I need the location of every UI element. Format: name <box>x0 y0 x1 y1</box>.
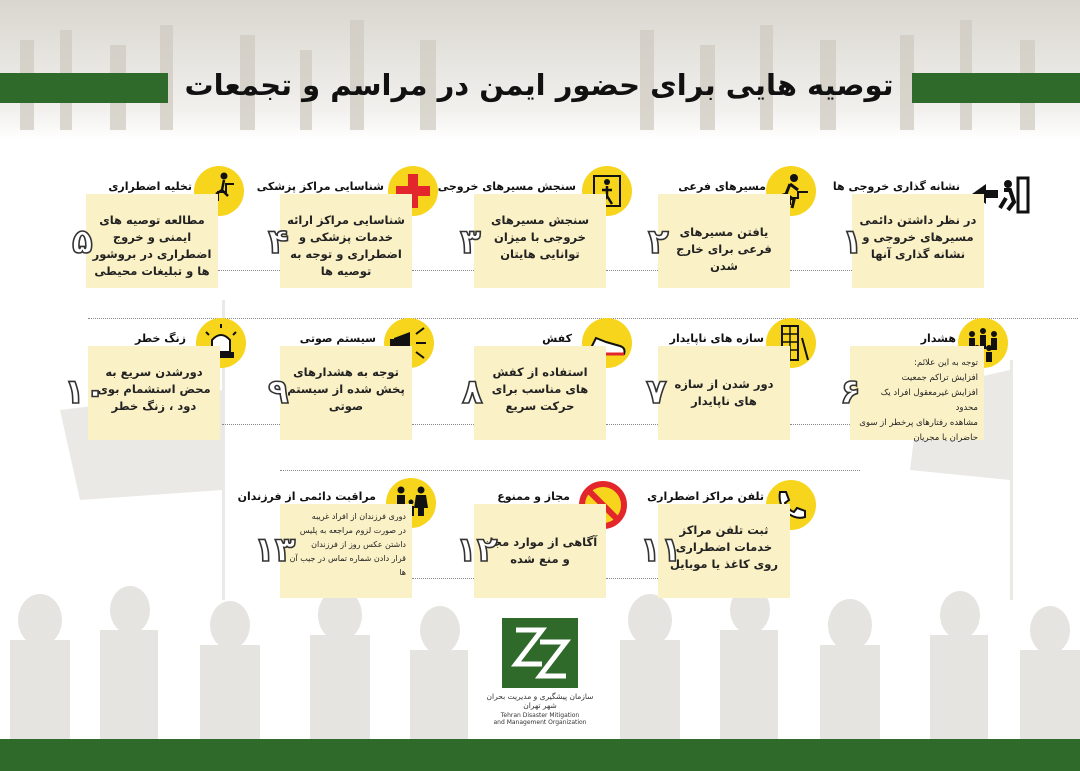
tip-label: تلفن مراکز اضطراری <box>647 490 764 503</box>
tip-number: ۴ <box>268 222 289 262</box>
logo-english-line-1: Tehran Disaster Mitigation <box>500 712 580 719</box>
list-item: قرار دادن شماره تماس در جیب آن ها <box>289 554 406 577</box>
list-item: مشاهده رفتارهای پرخطر از سوی حاضران یا مجریان <box>859 418 978 443</box>
tip-text: دور شدن از سازه های ناپایدار <box>674 377 774 408</box>
tip-label: مراقبت دائمی از فرزندان <box>237 490 376 503</box>
tip-number: ۷ <box>646 372 667 412</box>
logo-english-line-2: and Management Organization <box>493 719 587 726</box>
tip-card-box <box>86 194 218 288</box>
tip-number: ۱۳ <box>254 530 296 570</box>
tip-label: مسیرهای فرعی <box>678 180 766 193</box>
tip-list <box>286 510 406 580</box>
list-item: افزایش تراکم جمعیت <box>901 373 978 383</box>
tip-label: زنگ خطر <box>134 332 186 345</box>
connector <box>412 578 474 579</box>
tip-label: سازه های ناپایدار <box>669 332 764 345</box>
tip-list-intro: توجه به این علائم: <box>914 358 978 368</box>
tip-card-box <box>280 504 412 598</box>
connector <box>412 424 474 425</box>
tip-text: شناسایی مراکز ارائه خدمات پزشکی و اضطراری و توجه به توصیه ها <box>287 213 405 278</box>
logo-mark-icon <box>502 618 578 688</box>
tip-text: در نظر داشتن دائمی مسیرهای خروجی و نشانه گذاری آنها <box>859 213 977 261</box>
list-item: داشتن عکس روز از فرزندان <box>311 540 406 549</box>
header-bar-right <box>912 73 1080 103</box>
list-item: افزایش غیرمعقول افراد یک محدود <box>880 388 978 413</box>
connector <box>790 270 852 271</box>
tip-label: تخلیه اضطراری <box>108 180 192 193</box>
tip-list <box>856 356 978 446</box>
logo-english-name <box>480 712 600 726</box>
footer-bar <box>0 739 1080 771</box>
tip-label: هشدار <box>920 332 956 345</box>
tip-number: ۸ <box>462 372 483 412</box>
tip-number: ۳ <box>460 222 481 262</box>
connector <box>606 424 658 425</box>
tip-card-box <box>280 194 412 288</box>
tip-text: دورشدن سریع به محض استشمام بوی دود ، زنگ خطر <box>97 365 211 413</box>
tip-label: شناسایی مراکز پزشکی <box>256 180 384 193</box>
tip-card-box <box>280 346 412 440</box>
organization-logo <box>502 618 578 688</box>
tip-text: یافتن مسیرهای فرعی برای خارج شدن <box>676 225 772 273</box>
connector <box>412 270 474 271</box>
tip-text: ثبت تلفن مراکز خدمات اضطراری روی کاغذ یا موبایل <box>669 523 778 571</box>
tip-card-box <box>658 194 790 288</box>
list-item: دوری فرزندان از افراد غریبه <box>311 512 406 521</box>
tip-card-box <box>658 346 790 440</box>
tip-card-box <box>850 346 984 443</box>
tip-card-box <box>474 346 606 440</box>
tip-number: ۱۱ <box>640 530 682 570</box>
tip-text: استفاده از کفش های مناسب برای حرکت سریع <box>491 365 589 413</box>
tip-label: مجاز و ممنوع <box>497 490 570 503</box>
page-title: توصیه هایی برای حضور ایمن در مراسم و تجمعات <box>184 68 894 102</box>
tip-label: نشانه گذاری خروجی ها <box>832 180 960 193</box>
tip-number: ۲ <box>648 222 669 262</box>
tip-card-box <box>474 194 606 288</box>
tip-text: مطالعه توصیه های ایمنی و خروج اضطراری در بروشور ها و تبلیغات محیطی <box>92 213 212 278</box>
list-item: در صورت لزوم مراجعه به پلیس <box>299 526 406 535</box>
tip-number: ۶ <box>840 372 861 412</box>
tip-number: ۱۰ <box>64 372 106 412</box>
tip-number: ۹ <box>268 372 289 412</box>
connector <box>606 578 658 579</box>
tip-text: آگاهی از موارد مجاز و منع شده <box>482 535 598 566</box>
connector <box>606 270 658 271</box>
tip-number: ۵ <box>72 222 93 262</box>
logo-persian-name: سازمان پیشگیری و مدیریت بحران شهر تهران <box>486 692 594 710</box>
tip-card-box <box>852 194 984 288</box>
tip-card-box <box>88 346 220 440</box>
row-separator <box>280 470 860 471</box>
connector <box>218 270 280 271</box>
header-bar-left <box>0 73 168 103</box>
connector <box>222 424 280 425</box>
tip-number: ۱۲ <box>456 530 498 570</box>
tip-label: سیستم صوتی <box>299 332 376 345</box>
tip-text: توجه به هشدارهای پخش شده از سیستم صوتی <box>287 365 405 413</box>
tip-number: ۱ <box>842 222 863 262</box>
tip-text: سنجش مسیرهای خروجی با میزان توانایی هایتان <box>490 213 590 261</box>
connector <box>790 424 852 425</box>
tip-label: سنجش مسیرهای خروجی <box>437 180 576 193</box>
tip-label: کفش <box>542 332 572 345</box>
